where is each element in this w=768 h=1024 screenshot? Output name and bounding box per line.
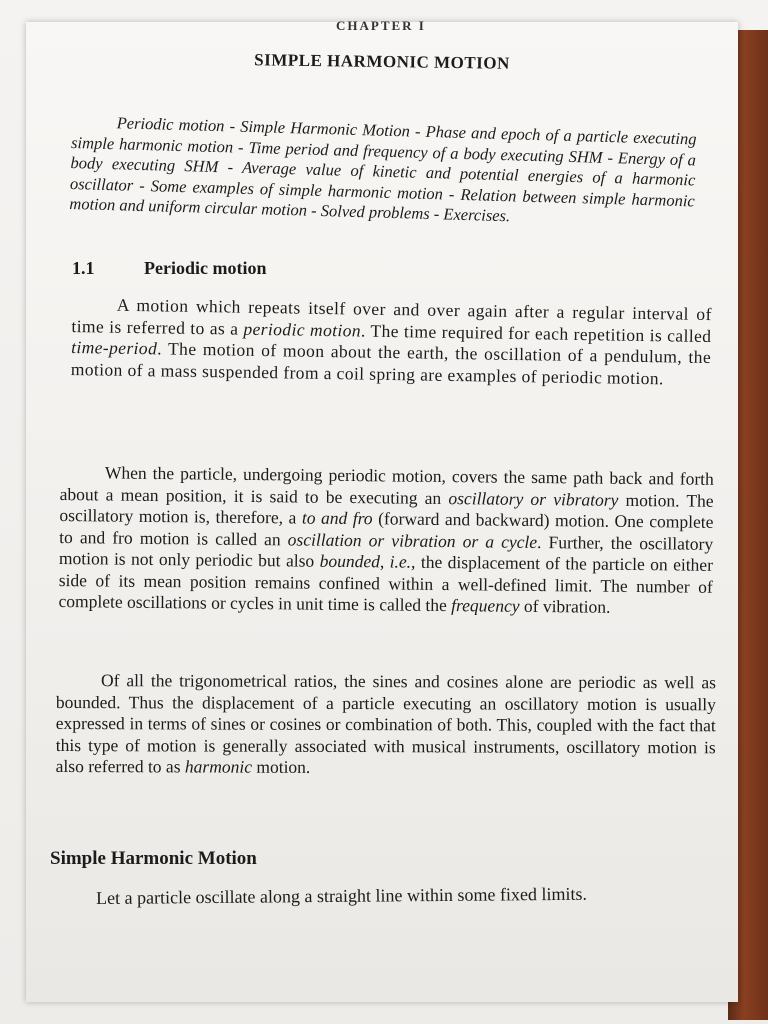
text-run: , the displacement of the particle on either side of its mean position remains confined within a well-defined limit. The number of complete oscillations or cycles in unit time is called the <box>58 551 714 616</box>
text-run: . Further, the oscillatory motion is not only periodic but also <box>58 531 714 571</box>
emphasis-term: oscillation or vibration or a cycle <box>287 528 538 552</box>
closing-sentence: Let a particle oscillate along a straight line within some fixed limits. <box>96 883 588 908</box>
paragraph-periodic-motion <box>71 294 712 390</box>
emphasis-term: to and fro <box>301 507 373 529</box>
emphasis-term: frequency <box>451 595 520 616</box>
text-run: Of all the trigonometrical ratios, the sines and cosines alone are periodic as well as bounded. Thus the displacement of a particle executing an oscillatory motion is usually expressed in terms of sines or cosines or combination of both. This, coupled with the fact that this type of motion is generally associated with musical instruments, oscillatory motion is also referred to as <box>55 670 716 777</box>
section-number: 1.1 <box>72 258 95 278</box>
subheading-simple-harmonic-motion: Simple Harmonic Motion <box>50 848 257 869</box>
text-run: motion. <box>251 756 311 777</box>
emphasis-term: i.e. <box>389 551 412 572</box>
emphasis-term: harmonic <box>184 756 253 777</box>
emphasis-term: periodic motion <box>243 318 362 341</box>
text-run: of vibration. <box>519 595 611 617</box>
emphasis-term: time-period <box>71 336 158 359</box>
chapter-title: SIMPLE HARMONIC MOTION <box>254 50 510 73</box>
text-run: , <box>379 551 390 572</box>
text-run: . The time required for each repetition is called <box>360 320 712 346</box>
emphasis-term: bounded <box>319 550 381 572</box>
text-run: motion. The oscillatory motion is, therefore, a <box>59 489 714 528</box>
chapter-label: CHAPTER I <box>336 18 426 33</box>
section-title: Periodic motion <box>144 258 267 278</box>
paragraph-oscillatory-motion <box>58 462 714 619</box>
paragraph-harmonic-motion <box>56 670 716 780</box>
section-heading <box>72 258 266 279</box>
text-run: (forward and backward) motion. One complete to and fro motion is called an <box>59 508 714 549</box>
chapter-summary: Periodic motion - Simple Harmonic Motion - Phase and epoch of a particle executing simple harmonic motion - Time period and frequency of a body executing SHM - Energy of a body executing SHM - Average value of kinetic and potential energies of a harmonic oscillator - Some examples of simple harmonic motion - Relation between simple harmonic motion and uniform circular motion - Solved problems - Exercises. <box>69 113 697 226</box>
text-run: . The motion of moon about the earth, the oscillation of a pendulum, the motion of a mass suspended from a coil spring are examples of periodic motion. <box>70 338 712 388</box>
emphasis-term: oscillatory or vibratory <box>448 487 619 510</box>
text-run: A motion which repeats itself over and over again after a regular interval of time is referred to as a <box>71 294 712 339</box>
book-page <box>26 18 738 1002</box>
text-run: When the particle, undergoing periodic motion, covers the same path back and forth about a mean position, it is said to be executing an <box>59 462 714 508</box>
